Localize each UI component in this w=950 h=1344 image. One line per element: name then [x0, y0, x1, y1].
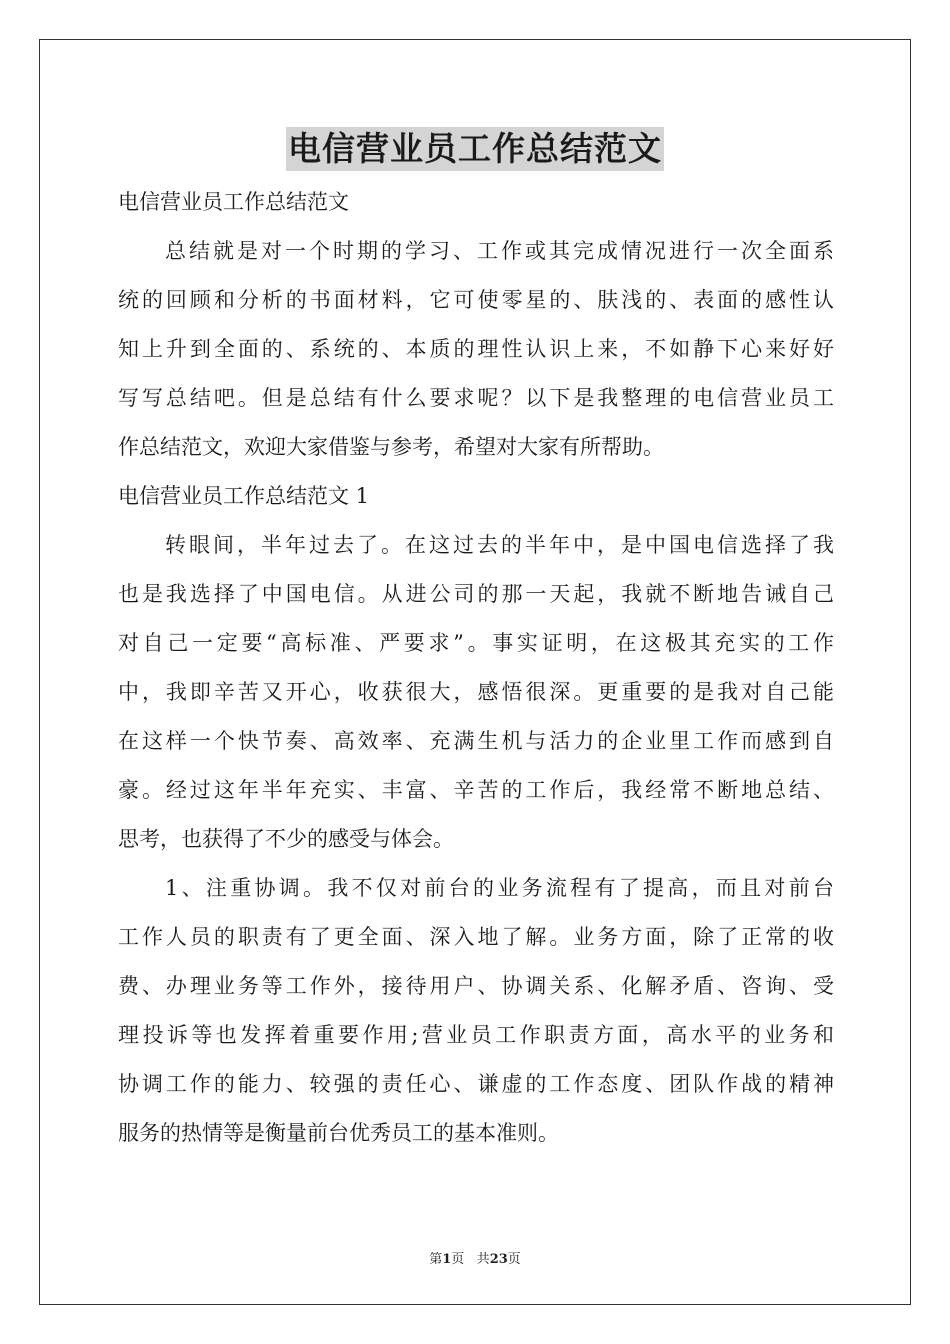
paragraph: [118, 227, 834, 472]
text-line: 统的回顾和分析的书面材料，它可使零星的、肤浅的、表面的感性认: [118, 288, 834, 312]
text-line: 在这样一个快节奏、高效率、充满生机与活力的企业里工作而感到自: [118, 729, 834, 753]
paragraph: [118, 521, 834, 864]
text-line: 写写总结吧。但是总结有什么要求呢？以下是我整理的电信营业员工: [118, 386, 834, 410]
text-line: 工作人员的职责有了更全面、深入地了解。业务方面，除了正常的收: [118, 925, 834, 949]
footer-page-prefix: 第: [429, 1252, 443, 1267]
text-line: 总结就是对一个时期的学习、工作或其完成情况进行一次全面系: [165, 239, 834, 263]
text-line: 对自己一定要“高标准、严要求”。事实证明，在这极其充实的工作: [118, 631, 834, 655]
footer-total-suffix: 页: [507, 1252, 521, 1267]
paragraph: [118, 178, 834, 227]
document-title: 电信营业员工作总结范文: [286, 127, 664, 171]
title-container: [0, 127, 950, 171]
text-line: 中，我即辛苦又开心，收获很大，感悟很深。更重要的是我对自己能: [118, 680, 834, 704]
text-line: 豪。经过这年半年充实、丰富、辛苦的工作后，我经常不断地总结、: [118, 778, 834, 802]
text-line: 1、注重协调。我不仅对前台的业务流程有了提高，而且对前台: [165, 876, 834, 900]
footer-total-pages: 23: [489, 1252, 508, 1267]
text-line: 电信营业员工作总结范文: [118, 190, 349, 214]
page-footer: [0, 1248, 950, 1267]
text-line: 协调工作的能力、较强的责任心、谦虚的工作态度、团队作战的精神: [118, 1072, 834, 1096]
text-line: 也是我选择了中国电信。从进公司的那一天起，我就不断地告诫自己: [118, 582, 834, 606]
footer-page-number: 1: [442, 1252, 452, 1267]
paragraph: [118, 864, 834, 1158]
text-line: 理投诉等也发挥着重要作用;营业员工作职责方面，高水平的业务和: [118, 1023, 834, 1047]
paragraph: [118, 472, 834, 521]
text-line: 服务的热情等是衡量前台优秀员工的基本准则。: [118, 1121, 559, 1145]
footer-page-suffix: 页: [451, 1252, 465, 1267]
text-line: 费、办理业务等工作外，接待用户、协调关系、化解矛盾、咨询、受: [118, 974, 834, 998]
text-line: 电信营业员工作总结范文 1: [118, 484, 370, 508]
text-line: 转眼间，半年过去了。在这过去的半年中，是中国电信选择了我: [165, 533, 834, 557]
text-line: 知上升到全面的、系统的、本质的理性认识上来，不如静下心来好好: [118, 337, 834, 361]
footer-total-prefix: 共: [476, 1252, 490, 1267]
text-line: 思考，也获得了不少的感受与体会。: [118, 827, 454, 851]
document-body: [118, 178, 834, 1158]
text-line: 作总结范文，欢迎大家借鉴与参考，希望对大家有所帮助。: [118, 435, 664, 459]
